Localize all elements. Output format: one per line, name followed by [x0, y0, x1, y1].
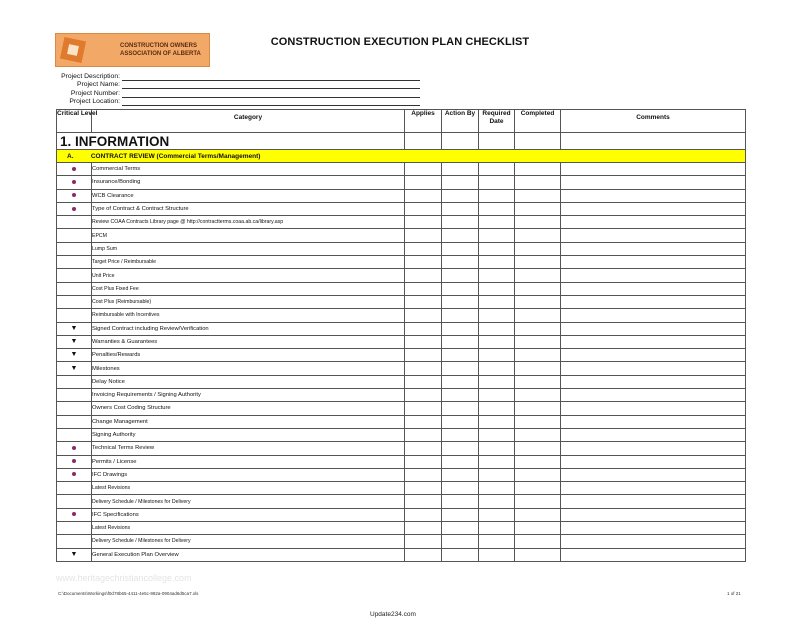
- cell-comments[interactable]: [561, 482, 746, 495]
- cell-comments[interactable]: [561, 522, 746, 535]
- cell-completed[interactable]: [515, 522, 561, 535]
- completed-header: Completed: [515, 110, 561, 133]
- table-row: [57, 309, 746, 322]
- cell-comments[interactable]: [561, 282, 746, 295]
- critical-level-cell: [57, 495, 92, 508]
- logo-text: CONSTRUCTION OWNERS ASSOCIATION OF ALBERTA: [120, 43, 201, 57]
- cell-comments[interactable]: [561, 389, 746, 402]
- critical-triangle-icon: ▼: [70, 324, 78, 332]
- cell-required-date[interactable]: [479, 335, 515, 348]
- coaa-logo: [55, 33, 210, 67]
- cell-required-date[interactable]: [479, 428, 515, 441]
- cell-completed[interactable]: [515, 133, 561, 150]
- critical-level-cell: [57, 362, 92, 375]
- category-header: Category: [92, 110, 405, 133]
- cell-completed[interactable]: [515, 322, 561, 335]
- project-number-label: Project Number:: [70, 89, 120, 97]
- cell-required-date[interactable]: [479, 309, 515, 322]
- cell-comments[interactable]: [561, 216, 746, 229]
- cell-completed[interactable]: [515, 335, 561, 348]
- cell-required-date[interactable]: [479, 455, 515, 468]
- cell-applies[interactable]: [405, 322, 442, 335]
- category-cell: Unit Price: [92, 269, 405, 282]
- critical-dot-icon: [72, 207, 76, 211]
- category-cell: Invoicing Requirements / Signing Authority: [92, 389, 405, 402]
- cell-required-date[interactable]: [479, 508, 515, 521]
- table-row: [57, 335, 746, 348]
- cell-completed[interactable]: [515, 349, 561, 362]
- cell-completed[interactable]: [515, 468, 561, 481]
- cell-completed[interactable]: [515, 415, 561, 428]
- critical-triangle-icon: ▼: [70, 550, 78, 558]
- cell-completed[interactable]: [515, 216, 561, 229]
- table-row: [57, 548, 746, 561]
- cell-action-by[interactable]: [442, 242, 479, 255]
- cell-comments[interactable]: [561, 442, 746, 455]
- category-cell: General Execution Plan Overview: [92, 548, 405, 561]
- project-info: [40, 72, 420, 106]
- cell-applies[interactable]: [405, 176, 442, 189]
- cell-action-by[interactable]: [442, 176, 479, 189]
- cell-action-by[interactable]: [442, 428, 479, 441]
- critical-level-cell: [57, 522, 92, 535]
- subsection-title: CONTRACT REVIEW (Commercial Terms/Management): [90, 152, 261, 160]
- cell-comments[interactable]: [561, 349, 746, 362]
- cell-required-date[interactable]: [479, 362, 515, 375]
- cell-comments[interactable]: [561, 133, 746, 150]
- cell-applies[interactable]: [405, 415, 442, 428]
- cell-completed[interactable]: [515, 495, 561, 508]
- cell-comments[interactable]: [561, 309, 746, 322]
- header-row: [57, 110, 746, 133]
- file-path: C:\Documents\Workings\f0d78b65-4411-4e5c-992a-0904ad6d5ca7.xls: [58, 591, 199, 596]
- cell-action-by[interactable]: [442, 482, 479, 495]
- cell-required-date[interactable]: [479, 216, 515, 229]
- cell-comments[interactable]: [561, 269, 746, 282]
- cell-action-by[interactable]: [442, 548, 479, 561]
- critical-level-cell: [57, 322, 92, 335]
- cell-comments[interactable]: [561, 508, 746, 521]
- cell-required-date[interactable]: [479, 176, 515, 189]
- critical-level-cell: [57, 389, 92, 402]
- critical-level-cell: [57, 309, 92, 322]
- cell-required-date[interactable]: [479, 468, 515, 481]
- critical-level-cell: [57, 442, 92, 455]
- category-cell: Signed Contract including Review/Verification: [92, 322, 405, 335]
- subsection-cell: [57, 150, 746, 163]
- cell-completed[interactable]: [515, 163, 561, 176]
- cell-comments[interactable]: [561, 548, 746, 561]
- cell-comments[interactable]: [561, 189, 746, 202]
- cell-action-by[interactable]: [442, 309, 479, 322]
- critical-triangle-icon: ▼: [70, 364, 78, 372]
- cell-comments[interactable]: [561, 176, 746, 189]
- cell-action-by[interactable]: [442, 375, 479, 388]
- cell-completed[interactable]: [515, 508, 561, 521]
- cell-applies[interactable]: [405, 349, 442, 362]
- cell-completed[interactable]: [515, 202, 561, 215]
- table-row: [57, 482, 746, 495]
- cell-completed[interactable]: [515, 375, 561, 388]
- critical-dot-icon: [72, 167, 76, 171]
- critical-level-cell: [57, 189, 92, 202]
- cell-action-by[interactable]: [442, 216, 479, 229]
- table-row: [57, 189, 746, 202]
- cell-required-date[interactable]: [479, 242, 515, 255]
- table-row: [57, 349, 746, 362]
- critical-level-cell: [57, 428, 92, 441]
- cell-applies[interactable]: [405, 402, 442, 415]
- cell-completed[interactable]: [515, 282, 561, 295]
- critical-level-cell: [57, 375, 92, 388]
- category-cell: Penalties/Rewards: [92, 349, 405, 362]
- table-row: [57, 176, 746, 189]
- cell-required-date[interactable]: [479, 256, 515, 269]
- cell-comments[interactable]: [561, 335, 746, 348]
- cell-comments[interactable]: [561, 229, 746, 242]
- cell-required-date[interactable]: [479, 322, 515, 335]
- critical-dot-icon: [72, 512, 76, 516]
- cell-action-by[interactable]: [442, 269, 479, 282]
- critical-dot-icon: [72, 472, 76, 476]
- cell-comments[interactable]: [561, 495, 746, 508]
- table-row: [57, 389, 746, 402]
- project-location-label: Project Location:: [69, 98, 120, 105]
- cell-comments[interactable]: [561, 428, 746, 441]
- cell-applies[interactable]: [405, 495, 442, 508]
- cell-required-date[interactable]: [479, 402, 515, 415]
- critical-level-cell: [57, 508, 92, 521]
- critical-level-header: Critical Level: [57, 110, 92, 133]
- cell-action-by[interactable]: [442, 455, 479, 468]
- table-row: [57, 295, 746, 308]
- cell-completed[interactable]: [515, 309, 561, 322]
- category-cell: Owners Cost Coding Structure: [92, 402, 405, 415]
- category-cell: Type of Contract & Contract Structure: [92, 202, 405, 215]
- category-cell: Warranties & Guarantees: [92, 335, 405, 348]
- cell-completed[interactable]: [515, 482, 561, 495]
- checklist-table: [56, 109, 746, 562]
- cell-completed[interactable]: [515, 362, 561, 375]
- cell-applies[interactable]: [405, 389, 442, 402]
- cell-required-date[interactable]: [479, 349, 515, 362]
- category-cell: Milestones: [92, 362, 405, 375]
- subsection-letter: A.: [67, 152, 74, 160]
- table-row: [57, 455, 746, 468]
- cell-comments[interactable]: [561, 468, 746, 481]
- cell-action-by[interactable]: [442, 256, 479, 269]
- category-cell: Delivery Schedule / Milestones for Delivery: [92, 495, 405, 508]
- table-row: [57, 442, 746, 455]
- critical-level-cell: [57, 335, 92, 348]
- project-name-row: [40, 81, 420, 90]
- action-by-header: Action By: [442, 110, 479, 133]
- cell-completed[interactable]: [515, 295, 561, 308]
- table-row: [57, 468, 746, 481]
- cell-action-by[interactable]: [442, 163, 479, 176]
- category-cell: Cost Plus (Reimbursable): [92, 295, 405, 308]
- table-row: [57, 495, 746, 508]
- cell-action-by[interactable]: [442, 402, 479, 415]
- category-cell: IFC Specifications: [92, 508, 405, 521]
- cell-required-date[interactable]: [479, 282, 515, 295]
- cell-applies[interactable]: [405, 482, 442, 495]
- cell-applies[interactable]: [405, 133, 442, 150]
- project-location-field[interactable]: [122, 98, 420, 106]
- critical-level-cell: [57, 468, 92, 481]
- cell-comments[interactable]: [561, 415, 746, 428]
- cell-applies[interactable]: [405, 442, 442, 455]
- category-cell: WCB Clearance: [92, 189, 405, 202]
- coaa-logo-icon: [60, 37, 86, 63]
- table-row: [57, 362, 746, 375]
- cell-required-date[interactable]: [479, 163, 515, 176]
- cell-applies[interactable]: [405, 282, 442, 295]
- table-row: [57, 256, 746, 269]
- cell-completed[interactable]: [515, 229, 561, 242]
- cell-required-date[interactable]: [479, 522, 515, 535]
- cell-completed[interactable]: [515, 442, 561, 455]
- cell-completed[interactable]: [515, 176, 561, 189]
- comments-header: Comments: [561, 110, 746, 133]
- category-cell: Commercial Terms: [92, 163, 405, 176]
- cell-comments[interactable]: [561, 535, 746, 548]
- cell-completed[interactable]: [515, 189, 561, 202]
- table-row: [57, 375, 746, 388]
- cell-action-by[interactable]: [442, 322, 479, 335]
- table-row: [57, 508, 746, 521]
- category-cell: Technical Terms Review: [92, 442, 405, 455]
- category-cell: EPCM: [92, 229, 405, 242]
- table-row: [57, 269, 746, 282]
- category-cell: Latest Revisions: [92, 482, 405, 495]
- category-cell: Cost Plus Fixed Fee: [92, 282, 405, 295]
- critical-triangle-icon: ▼: [70, 351, 78, 359]
- category-cell: Target Price / Reimbursable: [92, 256, 405, 269]
- section-title: 1. INFORMATION: [57, 133, 405, 150]
- cell-action-by[interactable]: [442, 202, 479, 215]
- cell-required-date[interactable]: [479, 495, 515, 508]
- cell-applies[interactable]: [405, 468, 442, 481]
- cell-applies[interactable]: [405, 375, 442, 388]
- cell-applies[interactable]: [405, 242, 442, 255]
- project-description-row: [40, 72, 420, 81]
- cell-applies[interactable]: [405, 216, 442, 229]
- category-cell: Delay Notice: [92, 375, 405, 388]
- cell-action-by[interactable]: [442, 415, 479, 428]
- page-title: CONSTRUCTION EXECUTION PLAN CHECKLIST: [270, 36, 530, 48]
- table-row: [57, 202, 746, 215]
- cell-applies[interactable]: [405, 508, 442, 521]
- cell-action-by[interactable]: [442, 522, 479, 535]
- critical-level-cell: [57, 535, 92, 548]
- required-date-header: Required Date: [479, 110, 515, 133]
- cell-action-by[interactable]: [442, 442, 479, 455]
- cell-applies[interactable]: [405, 256, 442, 269]
- cell-completed[interactable]: [515, 242, 561, 255]
- cell-required-date[interactable]: [479, 295, 515, 308]
- cell-required-date[interactable]: [479, 482, 515, 495]
- cell-completed[interactable]: [515, 428, 561, 441]
- critical-dot-icon: [72, 180, 76, 184]
- project-number-field[interactable]: [122, 90, 420, 98]
- cell-comments[interactable]: [561, 322, 746, 335]
- project-description-field[interactable]: [122, 73, 420, 81]
- critical-level-cell: [57, 295, 92, 308]
- cell-required-date[interactable]: [479, 202, 515, 215]
- category-cell: Change Management: [92, 415, 405, 428]
- critical-dot-icon: [72, 193, 76, 197]
- cell-comments[interactable]: [561, 375, 746, 388]
- cell-applies[interactable]: [405, 202, 442, 215]
- cell-action-by[interactable]: [442, 133, 479, 150]
- critical-level-cell: [57, 455, 92, 468]
- cell-applies[interactable]: [405, 229, 442, 242]
- project-description-label: Project Description:: [61, 72, 120, 80]
- table-row: [57, 535, 746, 548]
- cell-action-by[interactable]: [442, 535, 479, 548]
- critical-level-cell: [57, 402, 92, 415]
- critical-dot-icon: [72, 446, 76, 450]
- cell-applies[interactable]: [405, 535, 442, 548]
- cell-applies[interactable]: [405, 522, 442, 535]
- cell-comments[interactable]: [561, 242, 746, 255]
- table-row: [57, 415, 746, 428]
- cell-action-by[interactable]: [442, 362, 479, 375]
- critical-level-cell: [57, 282, 92, 295]
- cell-action-by[interactable]: [442, 349, 479, 362]
- project-number-row: [40, 89, 420, 98]
- cell-applies[interactable]: [405, 335, 442, 348]
- critical-triangle-icon: ▼: [70, 338, 78, 345]
- critical-level-cell: [57, 163, 92, 176]
- cell-comments[interactable]: [561, 295, 746, 308]
- cell-action-by[interactable]: [442, 189, 479, 202]
- cell-comments[interactable]: [561, 256, 746, 269]
- cell-applies[interactable]: [405, 163, 442, 176]
- category-cell: Latest Revisions: [92, 522, 405, 535]
- cell-action-by[interactable]: [442, 295, 479, 308]
- table-row: [57, 242, 746, 255]
- critical-level-cell: [57, 242, 92, 255]
- cell-comments[interactable]: [561, 455, 746, 468]
- table-row: [57, 216, 746, 229]
- page-number: 1 of 21: [727, 591, 741, 596]
- cell-applies[interactable]: [405, 295, 442, 308]
- cell-action-by[interactable]: [442, 468, 479, 481]
- source-credit: Update234.com: [370, 611, 416, 618]
- section-row: [57, 133, 746, 150]
- cell-required-date[interactable]: [479, 133, 515, 150]
- cell-action-by[interactable]: [442, 282, 479, 295]
- subsection-row: [57, 150, 746, 163]
- cell-required-date[interactable]: [479, 389, 515, 402]
- critical-dot-icon: [72, 459, 76, 463]
- cell-required-date[interactable]: [479, 229, 515, 242]
- cell-applies[interactable]: [405, 455, 442, 468]
- cell-completed[interactable]: [515, 389, 561, 402]
- cell-action-by[interactable]: [442, 495, 479, 508]
- cell-comments[interactable]: [561, 402, 746, 415]
- category-cell: Review COAA Contracts Library page @ http://contractterms.coaa.ab.ca/library.asp: [92, 216, 405, 229]
- category-cell: Delivery Schedule / Milestones for Delivery: [92, 535, 405, 548]
- category-cell: IFC Drawings: [92, 468, 405, 481]
- critical-level-cell: [57, 256, 92, 269]
- cell-completed[interactable]: [515, 455, 561, 468]
- critical-level-cell: [57, 202, 92, 215]
- project-location-row: [40, 98, 420, 107]
- cell-applies[interactable]: [405, 428, 442, 441]
- category-cell: Insurance/Bonding: [92, 176, 405, 189]
- cell-action-by[interactable]: [442, 335, 479, 348]
- cell-applies[interactable]: [405, 269, 442, 282]
- cell-required-date[interactable]: [479, 535, 515, 548]
- category-cell: Reimbursable with Incentives: [92, 309, 405, 322]
- cell-action-by[interactable]: [442, 229, 479, 242]
- critical-level-cell: [57, 229, 92, 242]
- critical-level-cell: [57, 415, 92, 428]
- category-cell: Lump Sum: [92, 242, 405, 255]
- watermark: www.heritagechristiancollege.com: [56, 573, 192, 583]
- cell-applies[interactable]: [405, 548, 442, 561]
- cell-required-date[interactable]: [479, 442, 515, 455]
- table-row: [57, 522, 746, 535]
- cell-completed[interactable]: [515, 548, 561, 561]
- cell-comments[interactable]: [561, 202, 746, 215]
- cell-completed[interactable]: [515, 269, 561, 282]
- cell-completed[interactable]: [515, 402, 561, 415]
- cell-required-date[interactable]: [479, 269, 515, 282]
- critical-level-cell: [57, 349, 92, 362]
- category-cell: Signing Authority: [92, 428, 405, 441]
- table-row: [57, 229, 746, 242]
- critical-level-cell: [57, 176, 92, 189]
- table-row: [57, 163, 746, 176]
- cell-required-date[interactable]: [479, 415, 515, 428]
- critical-level-cell: [57, 216, 92, 229]
- project-name-field[interactable]: [122, 81, 420, 89]
- table-row: [57, 322, 746, 335]
- cell-comments[interactable]: [561, 163, 746, 176]
- table-row: [57, 428, 746, 441]
- cell-required-date[interactable]: [479, 189, 515, 202]
- critical-level-cell: [57, 482, 92, 495]
- cell-action-by[interactable]: [442, 508, 479, 521]
- table-row: [57, 282, 746, 295]
- cell-comments[interactable]: [561, 362, 746, 375]
- table-row: [57, 402, 746, 415]
- cell-applies[interactable]: [405, 362, 442, 375]
- cell-applies[interactable]: [405, 189, 442, 202]
- critical-level-cell: [57, 269, 92, 282]
- cell-completed[interactable]: [515, 256, 561, 269]
- cell-applies[interactable]: [405, 309, 442, 322]
- applies-header: Applies: [405, 110, 442, 133]
- cell-action-by[interactable]: [442, 389, 479, 402]
- category-cell: Permits / License: [92, 455, 405, 468]
- cell-required-date[interactable]: [479, 548, 515, 561]
- project-name-label: Project Name:: [76, 81, 120, 88]
- cell-required-date[interactable]: [479, 375, 515, 388]
- critical-level-cell: [57, 548, 92, 561]
- cell-completed[interactable]: [515, 535, 561, 548]
